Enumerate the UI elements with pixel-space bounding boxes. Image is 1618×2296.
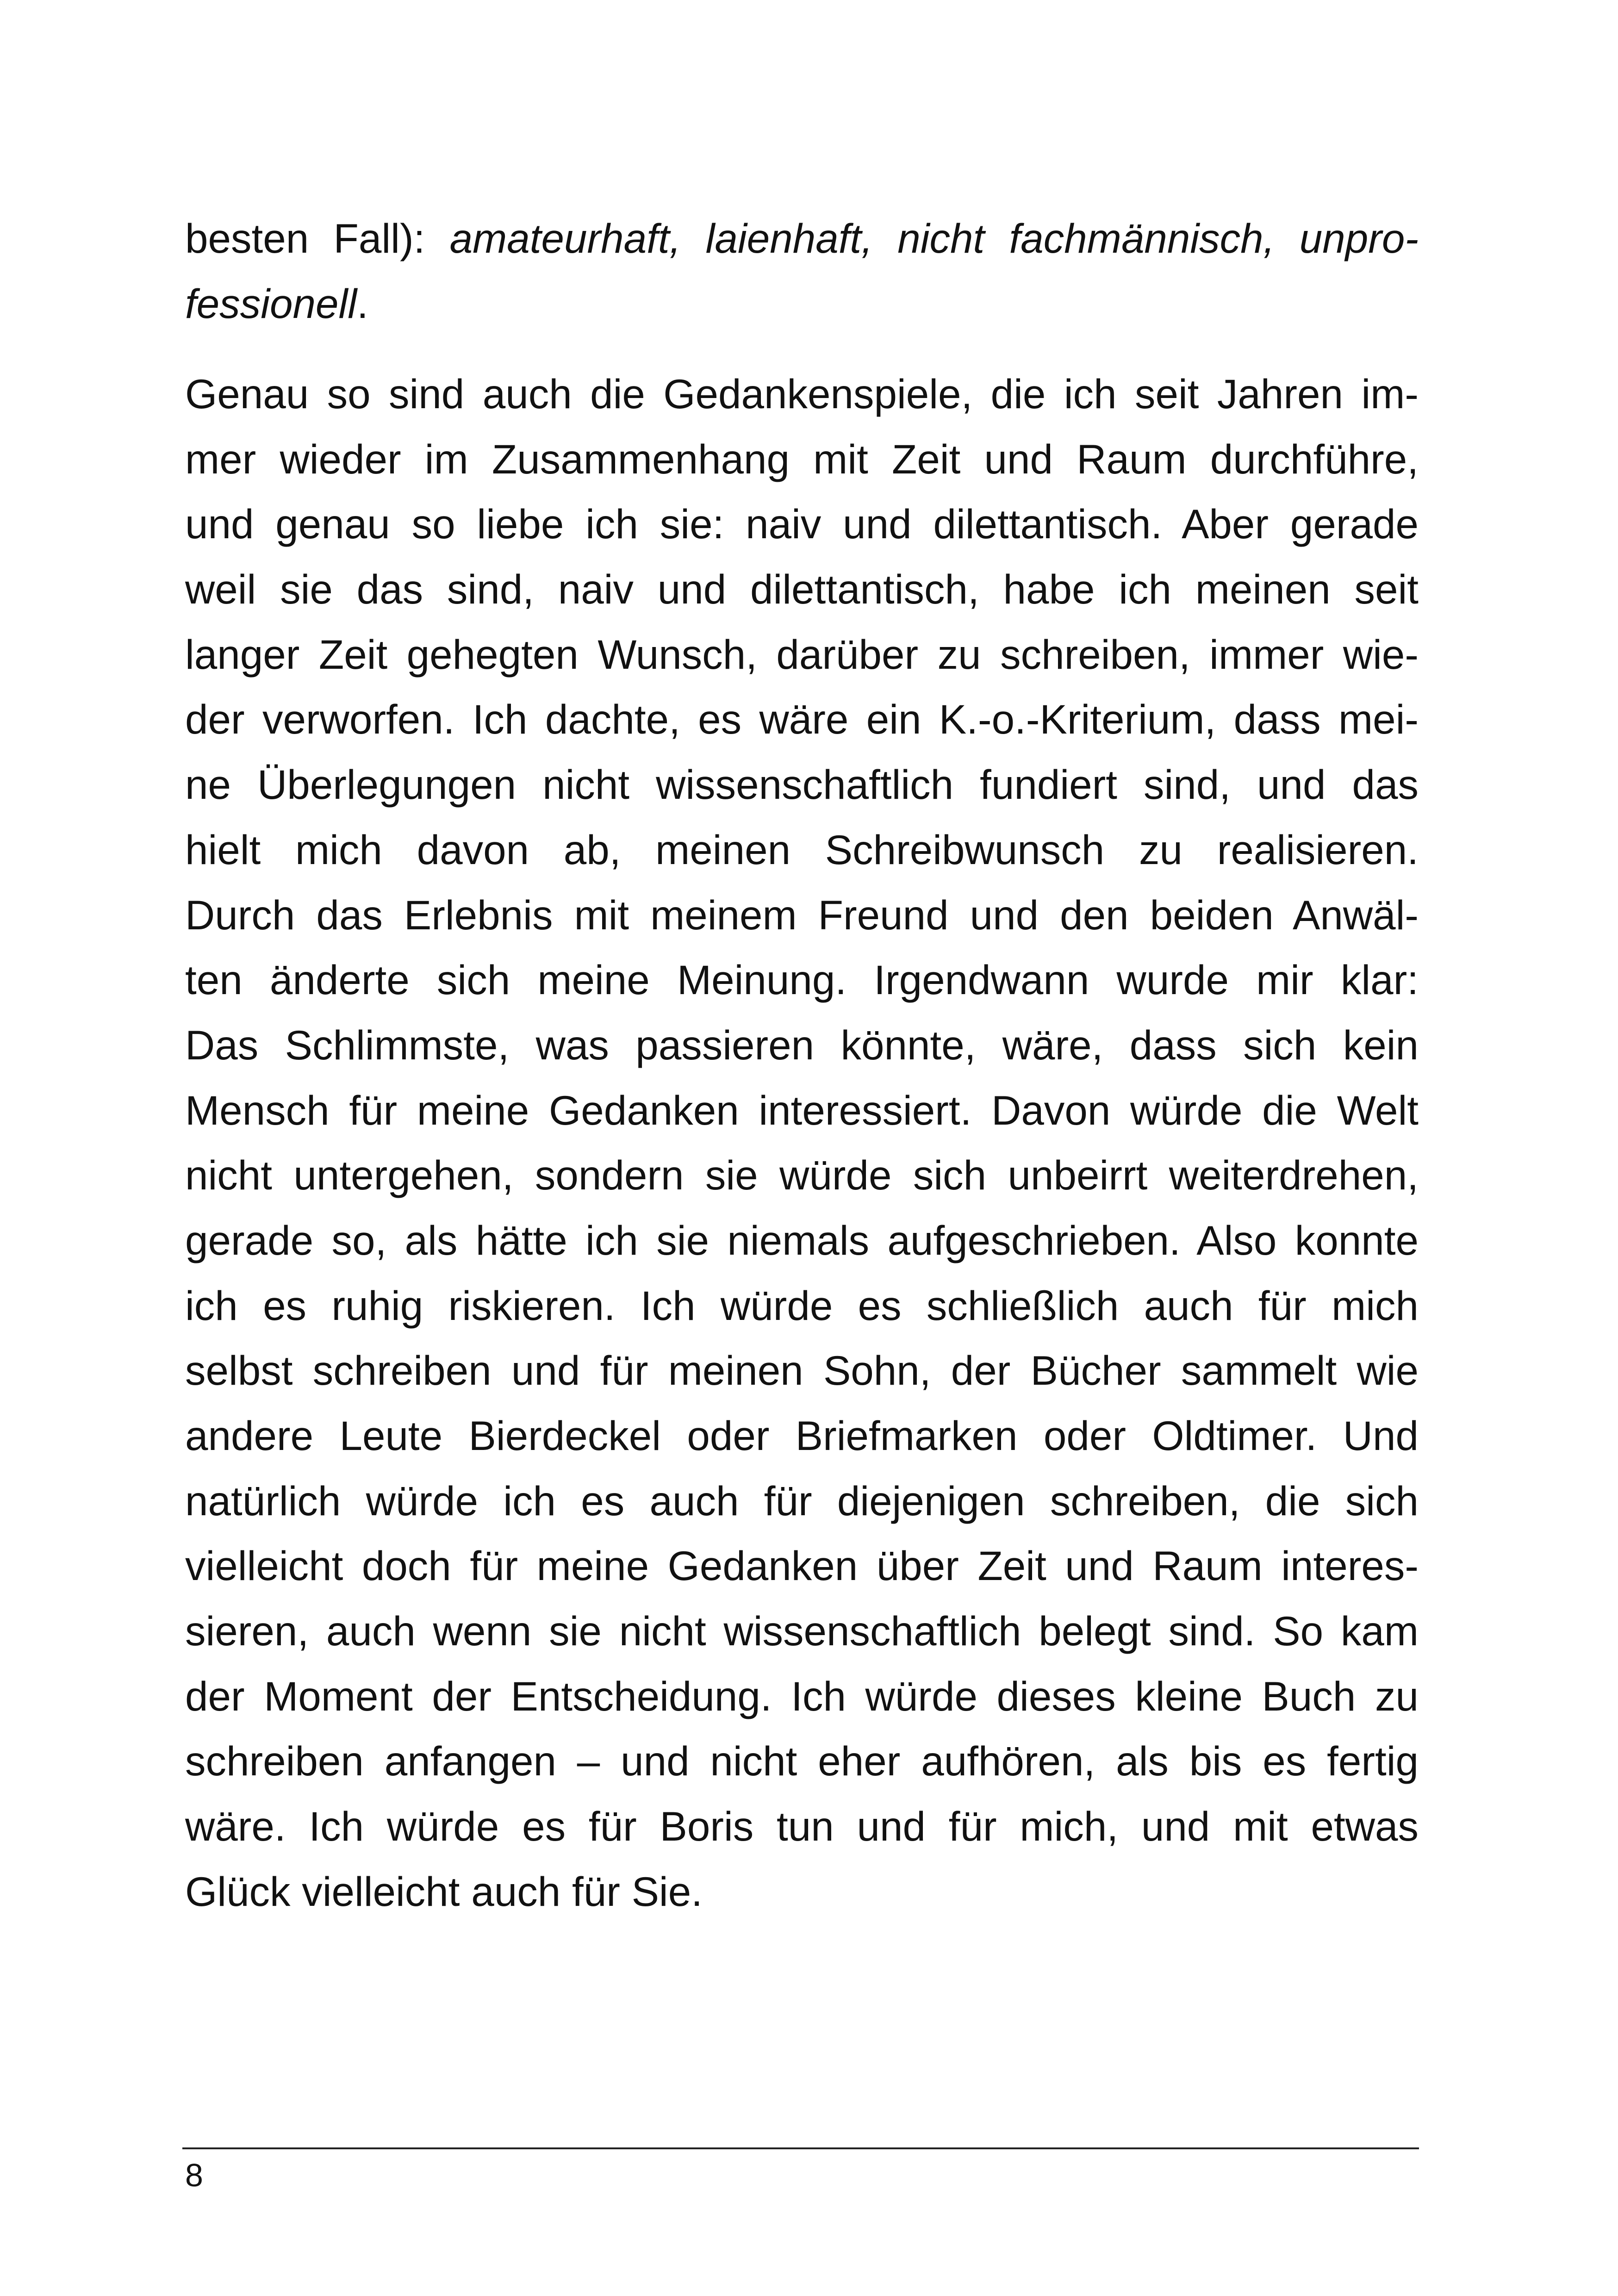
- text-line: wäre. Ich würde es für Boris tun und für mich, und mit etwas: [185, 1803, 1419, 1850]
- text-line: [185, 271, 1419, 336]
- text-line: der Moment der Entscheidung. Ich würde dieses kleine Buch zu: [185, 1673, 1419, 1719]
- text-line: Durch das Erlebnis mit meinem Freund und den beiden Anwäl-: [185, 891, 1419, 938]
- paragraph-continuation: [185, 206, 1419, 336]
- body-paragraph: [185, 361, 1419, 1924]
- plain-text: besten Fall):: [185, 215, 450, 261]
- text-line: Das Schlimmste, was passieren könnte, wäre, dass sich kein: [185, 1021, 1419, 1068]
- plain-text: .: [357, 280, 368, 327]
- text-line: sieren, auch wenn sie nicht wissenschaftlich belegt sind. So kam: [185, 1608, 1419, 1655]
- text-line: hielt mich davon ab, meinen Schreibwunsch zu realisieren.: [185, 826, 1419, 873]
- text-line: Genau so sind auch die Gedankenspiele, die ich seit Jahren im-: [185, 371, 1419, 417]
- text-line: ten änderte sich meine Meinung. Irgendwann wurde mir klar:: [185, 957, 1419, 1003]
- text-line: [185, 206, 1419, 271]
- text-line: ich es ruhig riskieren. Ich würde es schließlich auch für mich: [185, 1282, 1419, 1329]
- footer-divider: [182, 2147, 1419, 2149]
- text-line: Glück vielleicht auch für Sie.: [185, 1868, 703, 1915]
- italic-text: fessionell: [185, 280, 357, 327]
- text-line: der verworfen. Ich dachte, es wäre ein K.-o.-Kriterium, dass mei-: [185, 696, 1419, 743]
- text-line: und genau so liebe ich sie: naiv und dilettantisch. Aber gerade: [185, 501, 1419, 548]
- text-line: vielleicht doch für meine Gedanken über Zeit und Raum interes-: [185, 1543, 1419, 1589]
- text-line: schreiben anfangen – und nicht eher aufhören, als bis es fertig: [185, 1738, 1419, 1785]
- text-line: ne Überlegungen nicht wissenschaftlich fundiert sind, und das: [185, 761, 1419, 808]
- italic-text: amateurhaft, laienhaft, nicht fachmännisch, unpro-: [449, 215, 1419, 261]
- text-line: gerade so, als hätte ich sie niemals aufgeschrieben. Also konnte: [185, 1217, 1419, 1263]
- text-line: mer wieder im Zusammenhang mit Zeit und Raum durchführe,: [185, 436, 1419, 482]
- text-line: weil sie das sind, naiv und dilettantisch, habe ich meinen seit: [185, 566, 1419, 613]
- text-line: nicht untergehen, sondern sie würde sich unbeirrt weiterdrehen,: [185, 1152, 1419, 1199]
- page-number: 8: [185, 2157, 203, 2193]
- text-line: selbst schreiben und für meinen Sohn, der Bücher sammelt wie: [185, 1347, 1419, 1394]
- text-line: andere Leute Bierdeckel oder Briefmarken oder Oldtimer. Und: [185, 1412, 1419, 1459]
- text-line: Mensch für meine Gedanken interessiert. Davon würde die Welt: [185, 1087, 1419, 1133]
- text-line: langer Zeit gehegten Wunsch, darüber zu schreiben, immer wie-: [185, 631, 1419, 678]
- text-line: natürlich würde ich es auch für diejenigen schreiben, die sich: [185, 1477, 1419, 1524]
